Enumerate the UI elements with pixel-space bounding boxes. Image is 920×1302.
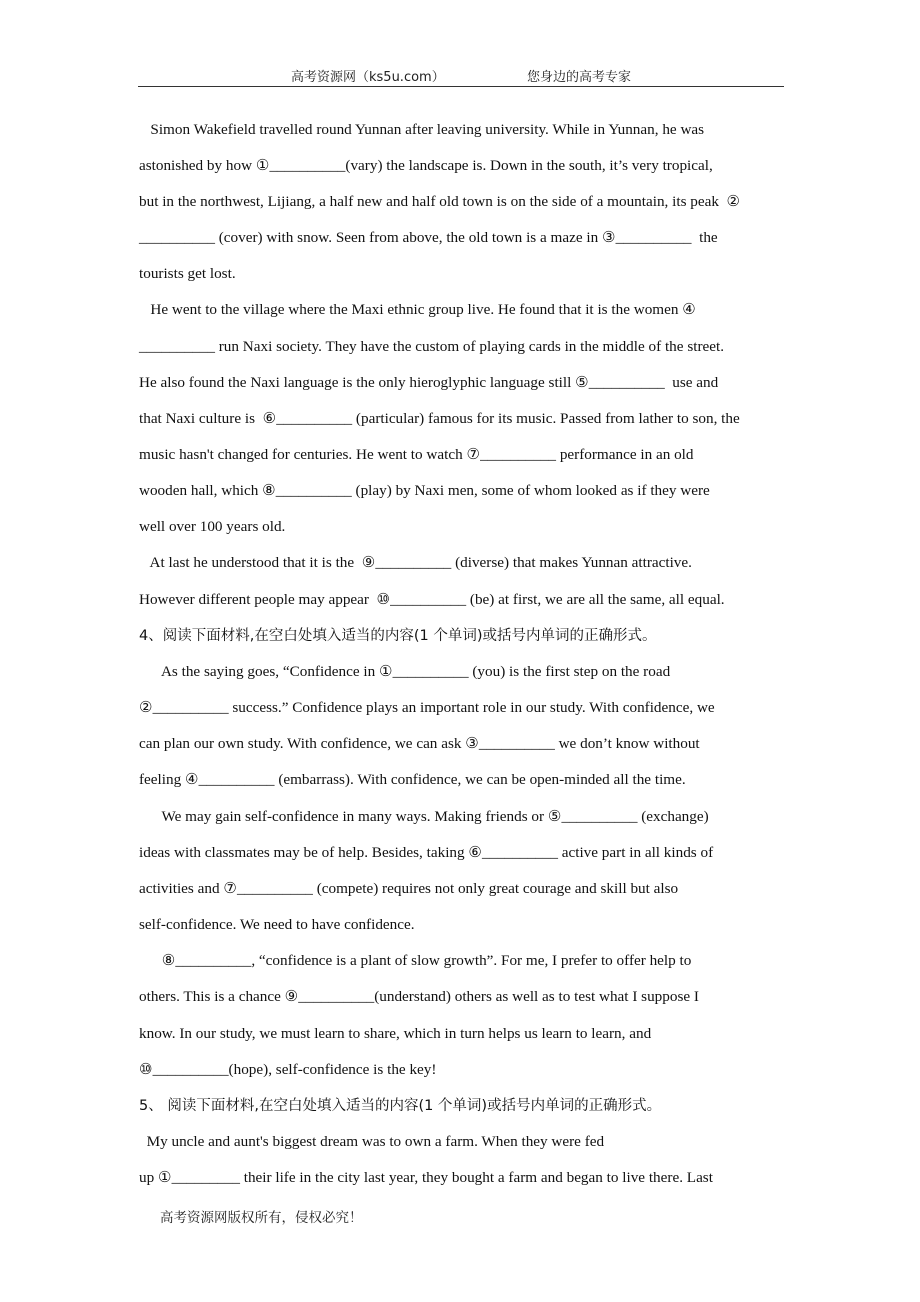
passage4-line: others. This is a chance ⑨__________(understand) others as well as to test what I suppose I xyxy=(139,988,699,1005)
passage4-line: As the saying goes, “Confidence in ①__________ (you) is the first step on the road xyxy=(139,663,671,680)
passage3-line: __________ (cover) with snow. Seen from above, the old town is a maze in ③__________ the xyxy=(139,229,718,246)
question5-instruction: 5、 阅读下面材料,在空白处填入适当的内容(1 个单词)或括号内单词的正确形式。 xyxy=(139,1098,662,1114)
passage3-line: However different people may appear ⑩__________ (be) at first, we are all the same, all equal. xyxy=(139,591,725,608)
passage3-line: He also found the Naxi language is the only hieroglyphic language still ⑤__________ use and xyxy=(139,374,719,391)
passage4-line: ②__________ success.” Confidence plays an important role in our study. With confidence, we xyxy=(139,699,715,716)
passage4-line: ideas with classmates may be of help. Besides, taking ⑥__________ active part in all kinds of xyxy=(139,844,714,861)
header-site-name: 高考资源网（ks5u.com） xyxy=(291,70,445,85)
passage3-line: but in the northwest, Lijiang, a half new and half old town is on the side of a mountain, its peak ② xyxy=(139,193,741,210)
passage4-line: can plan our own study. With confidence, we can ask ③__________ we don’t know without xyxy=(139,735,700,752)
passage3-line: __________ run Naxi society. They have the custom of playing cards in the middle of the street. xyxy=(139,338,724,355)
passage3-line: Simon Wakefield travelled round Yunnan after leaving university. While in Yunnan, he was xyxy=(139,121,705,138)
passage3-line: well over 100 years old. xyxy=(139,518,286,535)
header-slogan: 您身边的高考专家 xyxy=(527,70,632,85)
passage3-line: At last he understood that it is the ⑨__________ (diverse) that makes Yunnan attractive. xyxy=(139,554,692,571)
passage4-line: feeling ④__________ (embarrass). With confidence, we can be open-minded all the time. xyxy=(139,771,686,788)
passage3-line: music hasn't changed for centuries. He went to watch ⑦__________ performance in an old xyxy=(139,446,694,463)
passage3-line: that Naxi culture is ⑥__________ (particular) famous for its music. Passed from lather to son, the xyxy=(139,410,740,427)
question4-instruction: 4、阅读下面材料,在空白处填入适当的内容(1 个单词)或括号内单词的正确形式。 xyxy=(139,628,657,644)
page-header xyxy=(138,64,784,87)
passage4-line: ⑩__________(hope), self-confidence is the key! xyxy=(139,1061,437,1078)
passage3-line: astonished by how ①__________(vary) the landscape is. Down in the south, it’s very tropical, xyxy=(139,157,713,174)
passage4-line: We may gain self-confidence in many ways. Making friends or ⑤__________ (exchange) xyxy=(139,808,709,825)
passage4-line: self-confidence. We need to have confidence. xyxy=(139,916,415,933)
passage3-line: tourists get lost. xyxy=(139,265,236,282)
passage5-line: My uncle and aunt's biggest dream was to own a farm. When they were fed xyxy=(139,1133,605,1150)
passage3-line: wooden hall, which ⑧__________ (play) by Naxi men, some of whom looked as if they were xyxy=(139,482,710,499)
page-footer: 高考资源网版权所有，侵权必究！ xyxy=(160,1210,363,1226)
passage3-line: He went to the village where the Maxi ethnic group live. He found that it is the women ④ xyxy=(139,301,696,318)
passage4-line: activities and ⑦__________ (compete) requires not only great courage and skill but also xyxy=(139,880,679,897)
passage4-line: ⑧__________, “confidence is a plant of slow growth”. For me, I prefer to offer help to xyxy=(139,952,692,969)
passage5-line: up ①_________ their life in the city last year, they bought a farm and began to live there. Last xyxy=(139,1169,713,1186)
passage4-line: know. In our study, we must learn to share, which in turn helps us learn to learn, and xyxy=(139,1025,652,1042)
